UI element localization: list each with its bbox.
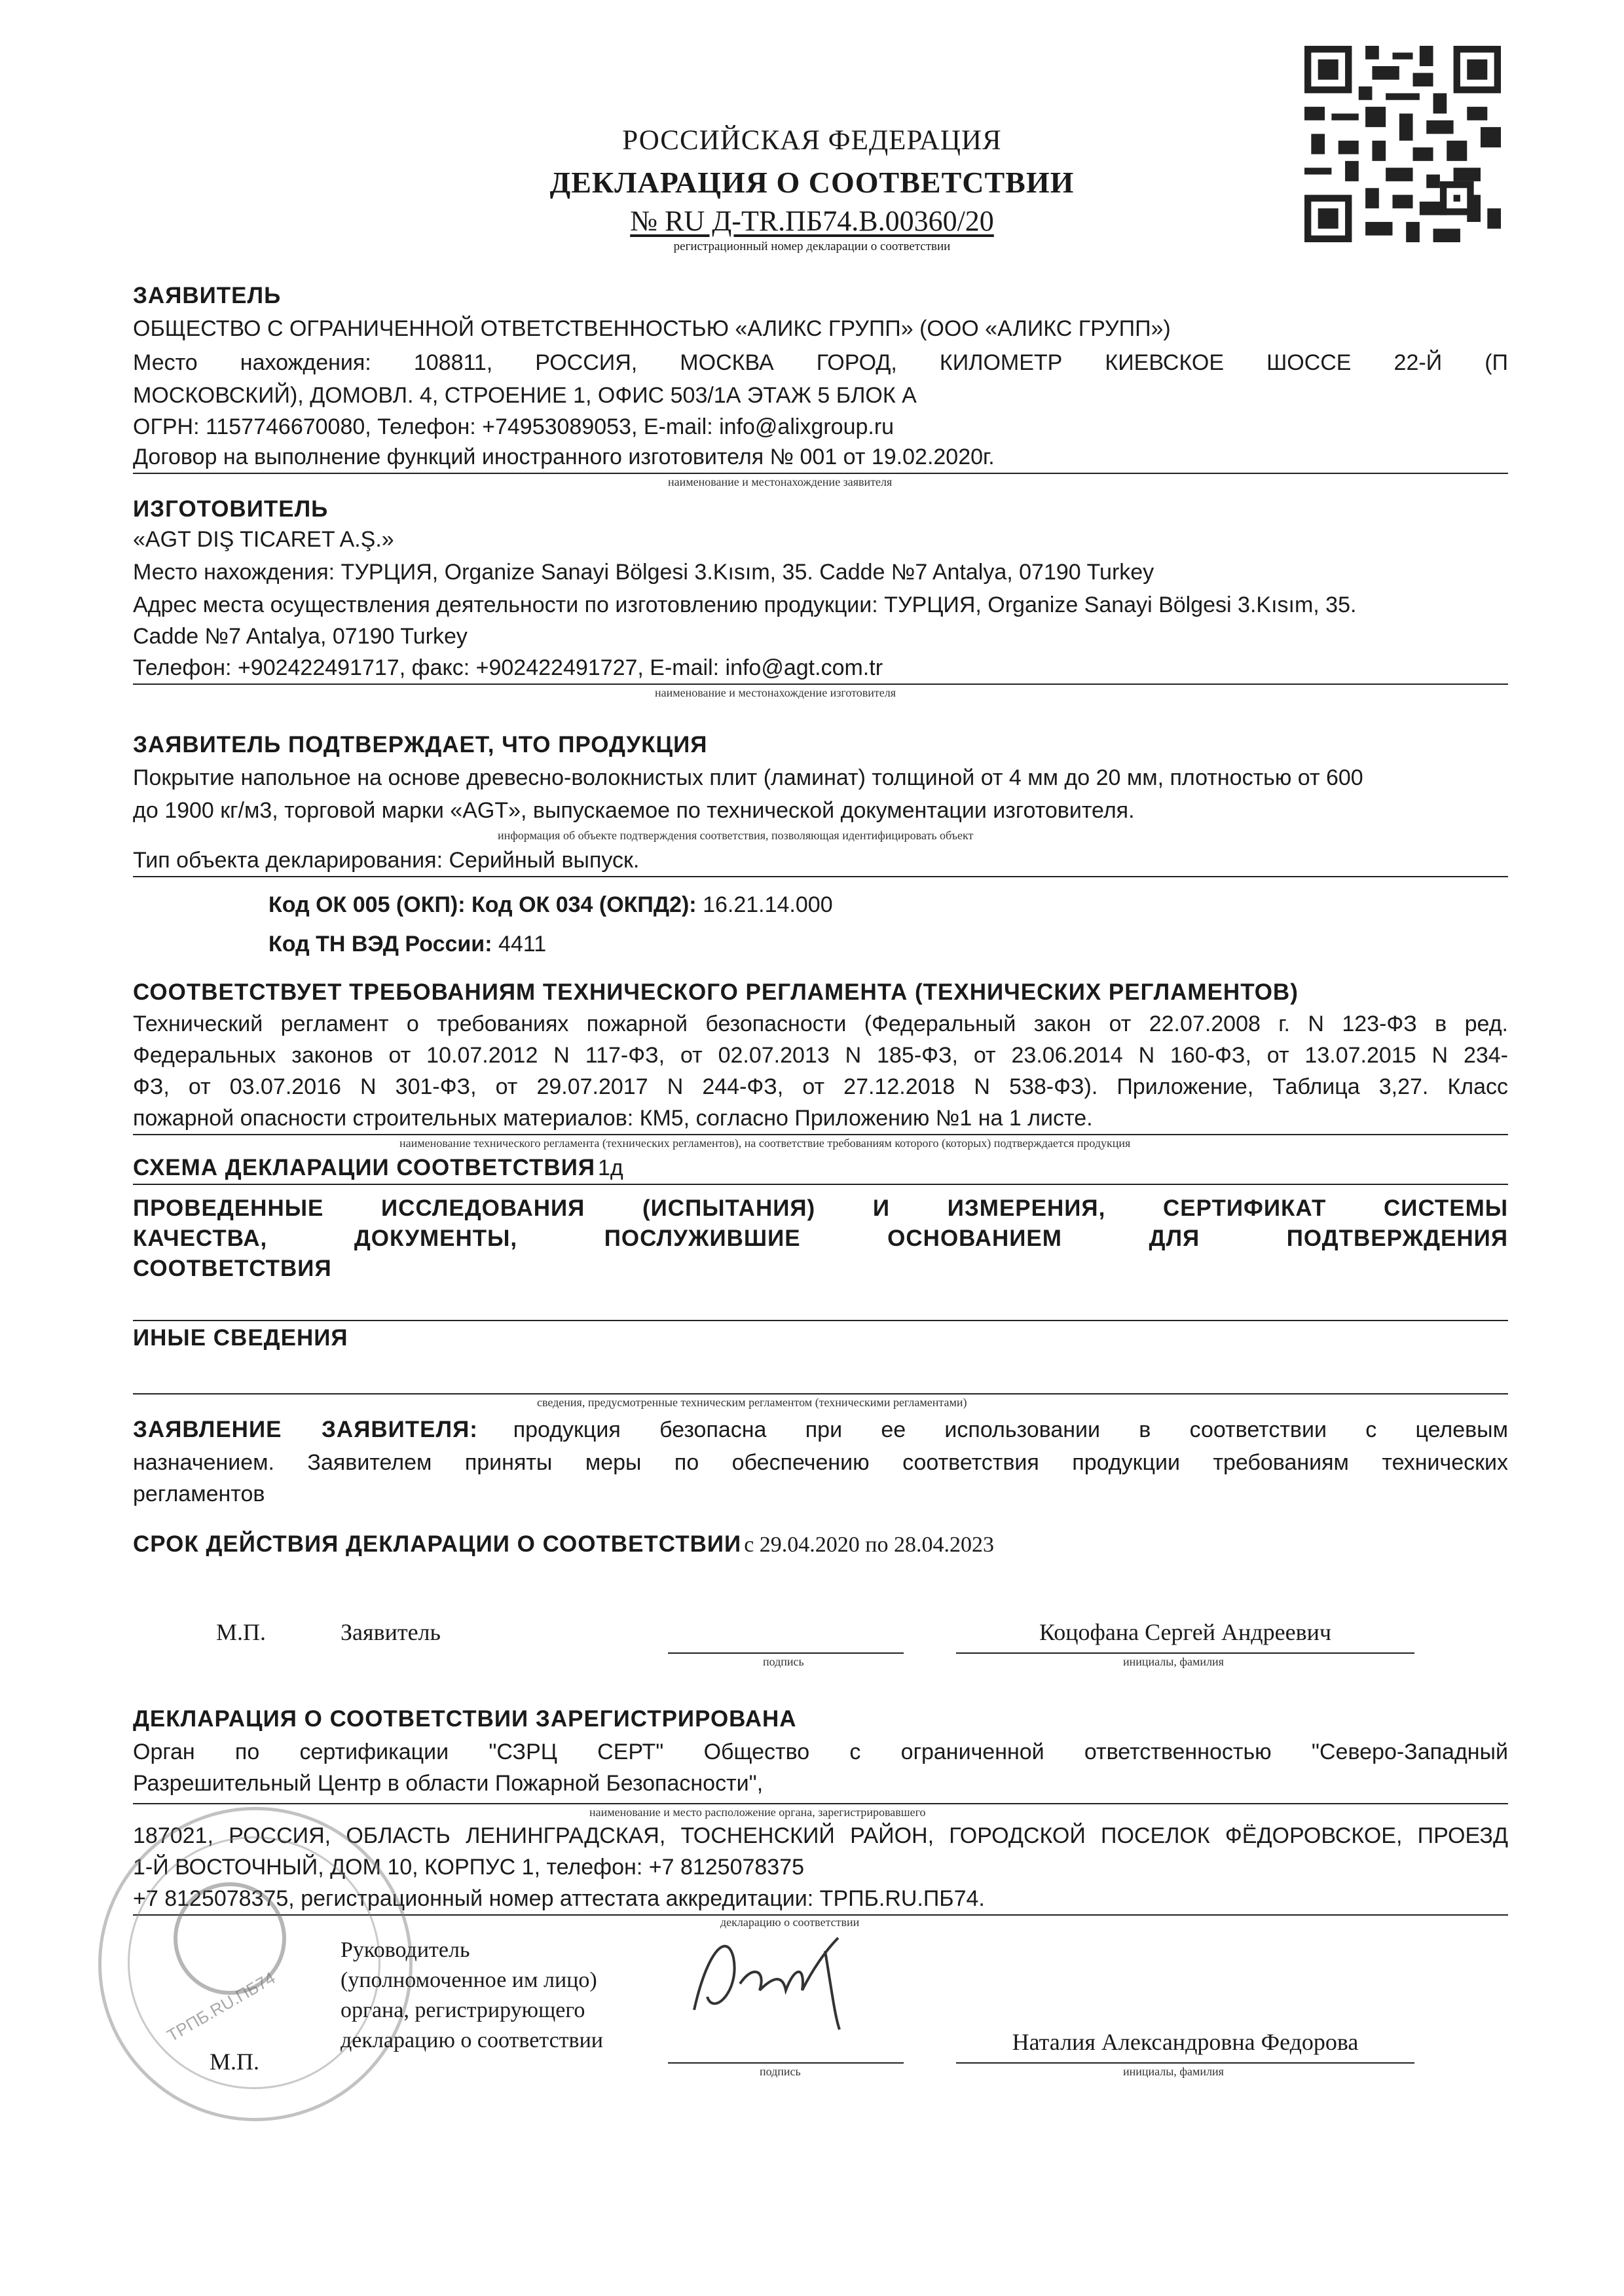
- regulation-text-4: пожарной опасности строительных материалов: КМ5, согласно Приложению №1 на 1 листе.: [133, 1106, 1093, 1131]
- declaration-number: № RU Д-TR.ПБ74.В.00360/20: [630, 205, 994, 237]
- regulation-text-2: Федеральных законов от 10.07.2012 N 117-ФЗ, от 02.07.2013 N 185-ФЗ, от 23.06.2014 N 160-ФЗ, от 13.07.2015 N 234-: [133, 1043, 1508, 1068]
- statement-heading: ЗАЯВЛЕНИЕ ЗАЯВИТЕЛЯ:: [133, 1417, 478, 1442]
- scheme-heading: СХЕМА ДЕКЛАРАЦИИ СООТВЕТСТВИЯ: [133, 1155, 596, 1180]
- applicant-signer-name: Коцофана Сергей Андреевич: [1039, 1619, 1331, 1645]
- registered-caption-1: наименование и место расположение органа, зарегистрировавшего: [589, 1806, 926, 1819]
- tnved-code: Код ТН ВЭД России: 4411: [268, 932, 547, 957]
- scheme-value: 1д: [598, 1156, 623, 1180]
- scheme-row: [133, 1152, 1508, 1184]
- scheme-rule: [133, 1184, 1508, 1185]
- validity-row: [133, 1529, 1508, 1561]
- declaration-number-caption: регистрационный номер декларации о соответствии: [673, 240, 951, 253]
- manufacturer-location: Место нахождения: ТУРЦИЯ, Organize Sanayi Bölgesi 3.Kısım, 35. Cadde №7 Antalya, 07190 Turkey: [133, 560, 1154, 585]
- registered-address-1: 187021, РОССИЯ, ОБЛАСТЬ ЛЕНИНГРАДСКАЯ, ТОСНЕНСКИЙ РАЙОН, ГОРОДСКОЙ ПОСЕЛОК ФЁДОРОВСКОЕ, ПРОЕЗД: [133, 1823, 1508, 1848]
- registrar-signature-caption: подпись: [760, 2065, 801, 2078]
- tests-rule: [133, 1320, 1508, 1321]
- registrar-role: Руководитель (уполномоченное им лицо) органа, регистрирующего декларацию о соответствии: [341, 1938, 603, 2052]
- registrar-name-line: [956, 2062, 1414, 2064]
- product-description-1: Покрытие напольное на основе древесно-волокнистых плит (ламинат) толщиной от 4 мм до 20 мм, плотностью от 600: [133, 765, 1363, 790]
- other-heading: ИНЫЕ СВЕДЕНИЯ: [133, 1325, 348, 1351]
- validity-heading: СРОК ДЕЙСТВИЯ ДЕКЛАРАЦИИ О СООТВЕТСТВИИ: [133, 1531, 742, 1557]
- applicant-seal-label: М.П.: [216, 1619, 267, 1645]
- manufacturer-caption: наименование и местонахождение изготовителя: [655, 686, 896, 699]
- registered-accreditation: +7 8125078375, регистрационный номер аттестата аккредитации: ТРПБ.RU.ПБ74.: [133, 1886, 985, 1911]
- manufacturer-production-address-1: Адрес места осуществления деятельности по изготовлению продукции: ТУРЦИЯ, Organize Sanayi Bölgesi 3.Kısım, 35.: [133, 592, 1357, 617]
- registrar-name-caption: инициалы, фамилия: [1123, 2065, 1224, 2078]
- applicant-signature-line: [668, 1652, 904, 1654]
- regulation-caption: наименование технического регламента (технических регламентов), на соответствие требованиям которого (которых) подтверждается продукция: [399, 1137, 1131, 1150]
- product-caption: информация об объекте подтверждения соответствия, позволяющая идентифицировать объект: [498, 829, 974, 842]
- registered-rule-1: [133, 1803, 1508, 1804]
- applicant-contacts: ОГРН: 1157746670080, Телефон: +74953089053, E-mail: info@alixgroup.ru: [133, 414, 895, 439]
- other-caption: сведения, предусмотренные техническим регламентом (техническими регламентами): [537, 1396, 967, 1409]
- applicant-contract: Договор на выполнение функций иностранного изготовителя № 001 от 19.02.2020г.: [133, 445, 995, 469]
- registered-heading: ДЕКЛАРАЦИЯ О СООТВЕТСТВИИ ЗАРЕГИСТРИРОВАНА: [133, 1706, 797, 1732]
- other-rule: [133, 1393, 1508, 1394]
- registrar-signer-name: Наталия Александровна Федорова: [1012, 2029, 1359, 2055]
- registered-caption-2: декларацию о соответствии: [720, 1916, 860, 1929]
- product-description-2: до 1900 кг/м3, торговой марки «AGT», выпускаемое по технической документации изготовителя.: [133, 798, 1135, 823]
- tests-heading-3: СООТВЕТСТВИЯ: [133, 1256, 332, 1281]
- manufacturer-name: «AGT DIŞ TICARET A.Ş.»: [133, 527, 394, 552]
- product-heading: ЗАЯВИТЕЛЬ ПОДТВЕРЖДАЕТ, ЧТО ПРОДУКЦИЯ: [133, 732, 708, 757]
- manufacturer-rule: [133, 683, 1508, 685]
- applicant-address-1: Место нахождения: 108811, РОССИЯ, МОСКВА ГОРОД, КИЛОМЕТР КИЕВСКОЕ ШОССЕ 22-Й (П: [133, 350, 1508, 375]
- manufacturer-production-address-2: Cadde №7 Antalya, 07190 Turkey: [133, 624, 468, 649]
- stamp-text: ТРПБ.RU.ПБ74: [163, 1967, 279, 2046]
- applicant-caption: наименование и местонахождение заявителя: [668, 475, 893, 488]
- applicant-heading: ЗАЯВИТЕЛЬ: [133, 283, 282, 308]
- applicant-name: ОБЩЕСТВО С ОГРАНИЧЕННОЙ ОТВЕТСТВЕННОСТЬЮ «АЛИКС ГРУПП» (ООО «АЛИКС ГРУПП»): [133, 316, 1171, 341]
- statement-line-1: ЗАЯВЛЕНИЕ ЗАЯВИТЕЛЯ: продукция безопасна при ее использовании в соответствии с целевым: [133, 1417, 1508, 1442]
- tests-heading-2: КАЧЕСТВА, ДОКУМЕНТЫ, ПОСЛУЖИВШИЕ ОСНОВАНИЕМ ДЛЯ ПОДТВЕРЖДЕНИЯ: [133, 1226, 1508, 1251]
- registered-body-2: Разрешительный Центр в области Пожарной Безопасности",: [133, 1771, 764, 1796]
- handwritten-signature: [668, 1912, 904, 2036]
- product-rule: [133, 876, 1508, 877]
- tests-heading-1: ПРОВЕДЕННЫЕ ИССЛЕДОВАНИЯ (ИСПЫТАНИЯ) И ИЗМЕРЕНИЯ, СЕРТИФИКАТ СИСТЕМЫ: [133, 1195, 1508, 1221]
- applicant-name-caption: инициалы, фамилия: [1123, 1655, 1224, 1668]
- applicant-address-2: МОСКОВСКИЙ), ДОМОВЛ. 4, СТРОЕНИЕ 1, ОФИС 503/1А ЭТАЖ 5 БЛОК А: [133, 383, 917, 408]
- statement-line-3: регламентов: [133, 1482, 265, 1506]
- applicant-role: Заявитель: [341, 1619, 441, 1645]
- okp-codes: Код ОК 005 (ОКП): Код ОК 034 (ОКПД2): 16.21.14.000: [268, 892, 833, 917]
- regulation-text-1: Технический регламент о требованиях пожарной безопасности (Федеральный закон от 22.07.2008 г. N 123-ФЗ в ред.: [133, 1011, 1508, 1036]
- validity-value: с 29.04.2020 по 28.04.2023: [744, 1533, 994, 1557]
- registrar-signature-line: [668, 2062, 904, 2064]
- document-title: ДЕКЛАРАЦИЯ О СООТВЕТСТВИИ: [549, 166, 1075, 199]
- object-type: Тип объекта декларирования: Серийный выпуск.: [133, 848, 640, 873]
- registered-body-1: Орган по сертификации "СЗРЦ СЕРТ" Общество с ограниченной ответственностью "Северо-Западный: [133, 1740, 1508, 1764]
- registrar-seal-label: М.П.: [210, 2049, 260, 2075]
- manufacturer-heading: ИЗГОТОВИТЕЛЬ: [133, 496, 329, 522]
- regulation-heading: СООТВЕТСТВУЕТ ТРЕБОВАНИЯМ ТЕХНИЧЕСКОГО РЕГЛАМЕНТА (ТЕХНИЧЕСКИХ РЕГЛАМЕНТОВ): [133, 979, 1299, 1005]
- statement-line-2: назначением. Заявителем приняты меры по обеспечению соответствия продукции требованиям технических: [133, 1450, 1508, 1475]
- regulation-text-3: ФЗ, от 03.07.2016 N 301-ФЗ, от 29.07.2017 N 244-ФЗ, от 27.12.2018 N 538-ФЗ). Приложение, Таблица 3,27. Класс: [133, 1074, 1508, 1099]
- applicant-signature-caption: подпись: [763, 1655, 804, 1668]
- registered-address-2: 1-Й ВОСТОЧНЫЙ, ДОМ 10, КОРПУС 1, телефон: +7 8125078375: [133, 1855, 805, 1880]
- applicant-rule: [133, 473, 1508, 474]
- country-title: РОССИЙСКАЯ ФЕДЕРАЦИЯ: [622, 125, 1002, 156]
- applicant-name-line: [956, 1652, 1414, 1654]
- regulation-rule: [133, 1134, 1508, 1135]
- manufacturer-contacts: Телефон: +902422491717, факс: +902422491727, E-mail: info@agt.com.tr: [133, 655, 883, 680]
